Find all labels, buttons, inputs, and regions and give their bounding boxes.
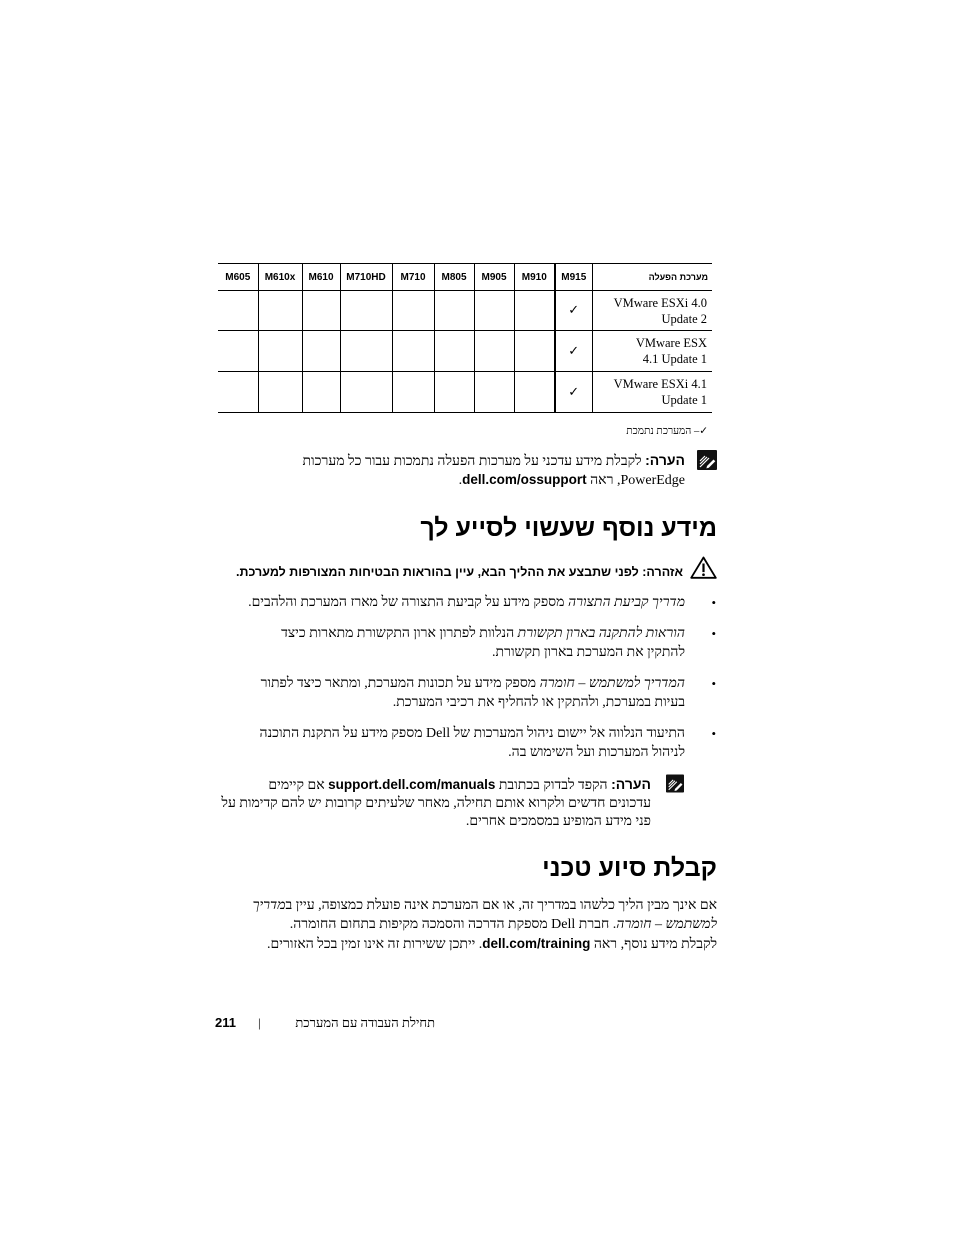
support-cell-m610x [258, 291, 302, 331]
os-version-line: Update 2 [661, 311, 707, 326]
support-cell-m905 [474, 372, 514, 413]
doc-title: המדריך למשתמש – חומרה [539, 676, 685, 691]
col-header-m805: M805 [434, 264, 474, 291]
footer-section-title: תחילת העבודה עם המערכת [295, 1015, 435, 1030]
os-name-line: VMware ESX [635, 336, 707, 350]
list-item-continuation: לניהול המערכות ועל השימוש בה. [508, 745, 685, 760]
os-name-line: VMware ESXi 4.0 [613, 295, 707, 310]
support-cell-m915: ✓ [555, 331, 592, 372]
support-cell-m605 [218, 291, 258, 331]
support-cell-m915: ✓ [555, 372, 592, 413]
os-name-line: VMware ESXi 4.1 [613, 377, 707, 391]
support-cell-m605 [218, 372, 258, 413]
more-info-heading: מידע נוסף שעשוי לסייע לך [420, 514, 717, 542]
support-cell-m710 [392, 291, 434, 331]
support-cell-m610x [258, 372, 302, 413]
col-header-m710hd: M710HD [340, 264, 392, 291]
note-label: הערה: [645, 452, 685, 468]
support-cell-m710hd [340, 331, 392, 372]
list-item-text: מספק מידע על תכונות המערכת, ומתאר כיצד לפתור [260, 676, 540, 691]
footer-separator: | [258, 1015, 261, 1030]
manuals-url: support.dell.com/manuals [328, 777, 496, 792]
os-name-cell [592, 372, 712, 413]
table-row [218, 331, 712, 372]
list-item [281, 624, 685, 643]
bullet-marker: • [711, 595, 716, 610]
support-cell-m905 [474, 331, 514, 372]
list-item-continuation: בעיות במערכת, ולהתקין או להחליף את רכיבי המערכת. [392, 695, 685, 710]
updates-note-line-3: פני מידע המופיע במסמכים אחרים. [465, 814, 651, 829]
os-name-cell [592, 331, 712, 372]
bullet-marker: • [711, 626, 716, 641]
col-header-operating-system: מערכת הפעלה [592, 264, 712, 291]
table-row [218, 372, 712, 413]
bullet-marker: • [711, 676, 716, 691]
support-cell-m610 [302, 291, 340, 331]
os-note-line-2 [459, 470, 685, 490]
tech-support-line-2 [290, 915, 717, 934]
support-cell-m910 [514, 372, 555, 413]
support-cell-m805 [434, 331, 474, 372]
support-cell-m910 [514, 331, 555, 372]
doc-title: מדריך קביעת התצורה [567, 595, 685, 610]
os-version-line: Update 1 [661, 393, 707, 407]
updates-note-text: הקפד לבדוק בכתובת [495, 778, 612, 793]
os-name-cell [592, 291, 712, 331]
support-cell-m610 [302, 331, 340, 372]
col-header-m915: M915 [555, 264, 592, 291]
col-header-m610x: M610x [258, 264, 302, 291]
os-support-table [218, 263, 712, 413]
os-note-line-1 [303, 451, 686, 471]
note-label: הערה: [611, 776, 651, 792]
doc-title: למשתמש – חומרה [616, 917, 717, 932]
doc-title: הוראות להתקנה בארון תקשורת [517, 626, 685, 641]
support-cell-m610x [258, 331, 302, 372]
os-note-text: PowerEdge, ראה [586, 473, 685, 488]
list-item-continuation: להתקין את המערכת בארון תקשורת. [492, 645, 685, 660]
support-cell-m805 [434, 372, 474, 413]
updates-note-text: אם קיימים [268, 778, 329, 793]
note-icon [666, 774, 684, 793]
tech-support-line-3 [267, 934, 717, 954]
paragraph-text: אם אינך מבין הליך כלשהו במדריך זה, או אם המערכת אינה פועלת כמצופה, עיין ב [285, 898, 717, 913]
support-cell-m710 [392, 331, 434, 372]
os-note-text: . [458, 473, 463, 488]
page-number: 211 [215, 1015, 236, 1030]
support-cell-m610 [302, 372, 340, 413]
table-header-row [218, 264, 712, 291]
doc-title: מדריך [252, 898, 286, 913]
support-cell-m710 [392, 372, 434, 413]
table-row [218, 291, 712, 331]
support-cell-m805 [434, 291, 474, 331]
list-item: התיעוד הנלווה אל יישום ניהול המערכות של Dell מספק מידע על התקנת התוכנה [259, 726, 685, 741]
warning-text: אזהרה: לפני שתבצע את ההליך הבא, עיין בהוראות הבטיחות המצורפות למערכת. [236, 565, 683, 579]
ossupport-url: dell.com/ossupport [462, 472, 587, 487]
col-header-m710: M710 [392, 264, 434, 291]
list-item [261, 674, 685, 693]
support-cell-m910 [514, 291, 555, 331]
warning-icon [690, 556, 717, 579]
support-cell-m710hd [340, 291, 392, 331]
os-version-line: 4.1 Update 1 [642, 352, 707, 366]
col-header-m910: M910 [514, 264, 555, 291]
support-cell-m605 [218, 331, 258, 372]
paragraph-text: . חברת Dell מספקת הדרכה והסמכה מקיפות בתחום החומרה. [289, 917, 617, 932]
list-item-text: מספק מידע על קביעת התצורה של מארז המערכת והלהבים. [248, 595, 568, 610]
col-header-m905: M905 [474, 264, 514, 291]
training-url: dell.com/training [482, 936, 591, 951]
list-item [248, 593, 685, 612]
paragraph-text: . ייתכן ששירות זה אינו זמין בכל האזורים. [267, 937, 483, 952]
table-legend: ✓– המערכת נתמכת [626, 426, 708, 437]
support-cell-m710hd [340, 372, 392, 413]
tech-support-line-1 [253, 896, 717, 915]
bullet-marker: • [711, 726, 716, 741]
tech-support-heading: קבלת סיוע טכני [542, 854, 717, 882]
os-note-text: לקבלת מידע עדכני על מערכות הפעלה נתמכות עבור כל מערכות [302, 454, 646, 469]
support-cell-m915: ✓ [555, 291, 592, 331]
updates-note-line-1 [268, 775, 651, 795]
paragraph-text: לקבלת מידע נוסף, ראה [590, 937, 717, 952]
support-cell-m905 [474, 291, 514, 331]
col-header-m610: M610 [302, 264, 340, 291]
col-header-m605: M605 [218, 264, 258, 291]
list-item-text: הנלוות לפתרון ארון התקשורת מתארות כיצד [281, 626, 518, 641]
updates-note-line-2: עדכונים חדשים ולקרוא אותם תחילה, מאחר שלעיתים קרובות יש להם קדימות על [221, 796, 651, 811]
note-icon [697, 450, 717, 470]
